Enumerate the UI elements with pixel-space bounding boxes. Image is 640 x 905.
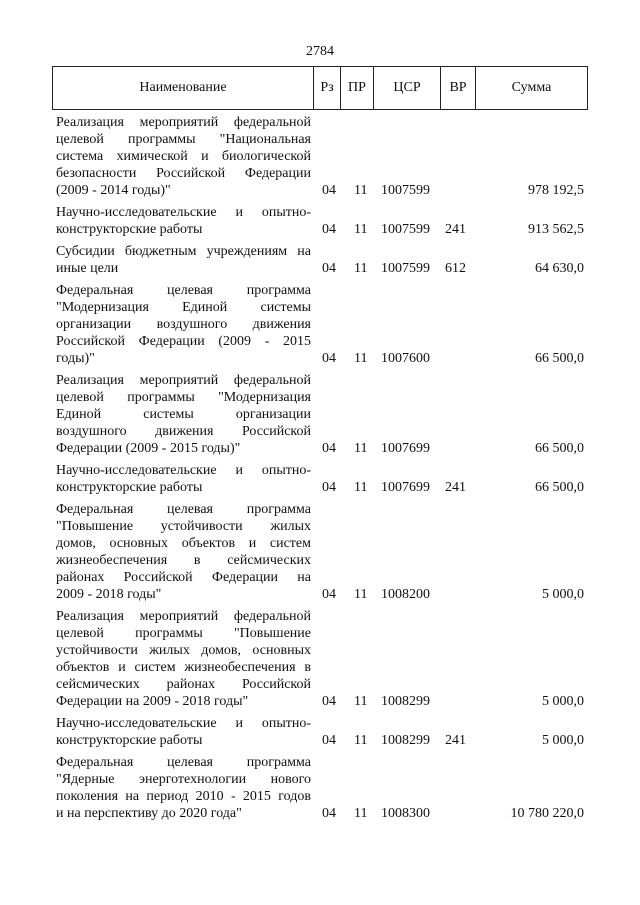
row-vr: 612 (445, 261, 466, 276)
table-row (0, 243, 640, 277)
row-name-line: Реализация мероприятий федеральной (56, 373, 311, 388)
row-name-line: Российской Федерации (2009 - 2015 (56, 334, 311, 349)
row-name-line: Реализация мероприятий федеральной (56, 609, 311, 624)
table-row (0, 282, 640, 367)
row-sum: 913 562,5 (528, 222, 584, 237)
row-name (56, 243, 311, 277)
row-name-line: жизнеобеспечения в сейсмических (56, 553, 311, 568)
row-name-line: Федеральная целевая программа (56, 502, 311, 517)
table-row (0, 501, 640, 603)
row-pr: 11 (354, 806, 368, 821)
row-csr: 1008299 (381, 694, 430, 709)
row-name (56, 282, 311, 367)
row-pr: 11 (354, 261, 368, 276)
row-csr: 1008299 (381, 733, 430, 748)
table-row (0, 608, 640, 710)
row-name-line: домов, основных объектов и систем (56, 536, 311, 551)
row-name-line: иные цели (56, 261, 119, 276)
row-sum: 5 000,0 (542, 733, 584, 748)
row-sum: 66 500,0 (535, 480, 584, 495)
row-csr: 1007600 (381, 351, 430, 366)
row-pr: 11 (354, 587, 368, 602)
row-name-line: конструкторские работы (56, 480, 203, 495)
row-name-line: Федерации на 2009 - 2018 годы" (56, 694, 249, 709)
row-name-line: поколения на период 2010 - 2015 годов (56, 789, 311, 804)
row-name (56, 462, 311, 496)
row-csr: 1007699 (381, 441, 430, 456)
row-name-line: Федеральная целевая программа (56, 283, 311, 298)
column-header-rz: Рз (320, 80, 334, 95)
row-rz: 04 (322, 351, 336, 366)
row-csr: 1007699 (381, 480, 430, 495)
row-name (56, 372, 311, 457)
row-rz: 04 (322, 441, 336, 456)
row-vr: 241 (445, 480, 466, 495)
row-rz: 04 (322, 694, 336, 709)
row-sum: 64 630,0 (535, 261, 584, 276)
column-header-sum: Сумма (511, 80, 552, 95)
table-row (0, 462, 640, 496)
row-pr: 11 (354, 480, 368, 495)
row-rz: 04 (322, 261, 336, 276)
row-name (56, 754, 311, 822)
row-pr: 11 (354, 351, 368, 366)
row-name-line: Субсидии бюджетным учреждениям на (56, 244, 311, 259)
row-name-line: организации воздушного движения (56, 317, 311, 332)
row-name-line: Федерации (2009 - 2015 годы)" (56, 441, 241, 456)
row-name-line: воздушного движения Российской (56, 424, 311, 439)
row-csr: 1008200 (381, 587, 430, 602)
row-sum: 978 192,5 (528, 183, 584, 198)
row-name-line: и на перспективу до 2020 года" (56, 806, 242, 821)
row-csr: 1007599 (381, 183, 430, 198)
column-header-vr: ВР (449, 80, 467, 95)
row-rz: 04 (322, 733, 336, 748)
row-rz: 04 (322, 183, 336, 198)
row-name-line: годы)" (56, 351, 95, 366)
row-name-line: конструкторские работы (56, 222, 203, 237)
column-header-pr: ПР (348, 80, 366, 95)
row-name-line: устойчивости жилых домов, основных (56, 643, 311, 658)
row-pr: 11 (354, 183, 368, 198)
row-sum: 66 500,0 (535, 441, 584, 456)
row-name (56, 501, 311, 603)
page-number: 2784 (306, 44, 334, 59)
row-name-line: сейсмических районах Российской (56, 677, 311, 692)
table-row (0, 754, 640, 822)
row-name (56, 608, 311, 710)
row-name-line: целевой программы "Повышение (56, 626, 311, 641)
row-pr: 11 (354, 222, 368, 237)
row-vr: 241 (445, 733, 466, 748)
row-name-line: "Модернизация Единой системы (56, 300, 311, 315)
row-name (56, 715, 311, 749)
table-row (0, 114, 640, 199)
table-body (0, 114, 640, 827)
row-pr: 11 (354, 441, 368, 456)
column-header-csr: ЦСР (393, 80, 421, 95)
table-row (0, 372, 640, 457)
row-name-line: целевой программы "Модернизация (56, 390, 311, 405)
row-name-line: (2009 - 2014 годы)" (56, 183, 171, 198)
row-sum: 5 000,0 (542, 587, 584, 602)
row-rz: 04 (322, 222, 336, 237)
row-sum: 66 500,0 (535, 351, 584, 366)
table-header (52, 66, 588, 110)
row-name-line: Научно-исследовательские и опытно- (56, 716, 311, 731)
row-name-line: безопасности Российской Федерации (56, 166, 311, 181)
row-rz: 04 (322, 806, 336, 821)
row-rz: 04 (322, 480, 336, 495)
row-name-line: 2009 - 2018 годы" (56, 587, 162, 602)
row-name-line: Научно-исследовательские и опытно- (56, 205, 311, 220)
row-name-line: Реализация мероприятий федеральной (56, 115, 311, 130)
row-csr: 1008300 (381, 806, 430, 821)
row-name (56, 114, 311, 199)
row-csr: 1007599 (381, 261, 430, 276)
row-name-line: Федеральная целевая программа (56, 755, 311, 770)
row-name-line: Единой системы организации (56, 407, 311, 422)
row-name-line: система химической и биологической (56, 149, 311, 164)
row-vr: 241 (445, 222, 466, 237)
row-rz: 04 (322, 587, 336, 602)
row-sum: 5 000,0 (542, 694, 584, 709)
row-name-line: "Ядерные энерготехнологии нового (56, 772, 311, 787)
row-name-line: конструкторские работы (56, 733, 203, 748)
row-name-line: Научно-исследовательские и опытно- (56, 463, 311, 478)
row-pr: 11 (354, 733, 368, 748)
row-pr: 11 (354, 694, 368, 709)
table-row (0, 204, 640, 238)
row-name (56, 204, 311, 238)
row-name-line: "Повышение устойчивости жилых (56, 519, 311, 534)
column-header-name: Наименование (139, 80, 227, 95)
row-csr: 1007599 (381, 222, 430, 237)
row-name-line: объектов и систем жизнеобеспечения в (56, 660, 311, 675)
table-row (0, 715, 640, 749)
row-name-line: целевой программы "Национальная (56, 132, 311, 147)
row-sum: 10 780 220,0 (510, 806, 584, 821)
row-name-line: районах Российской Федерации на (56, 570, 311, 585)
